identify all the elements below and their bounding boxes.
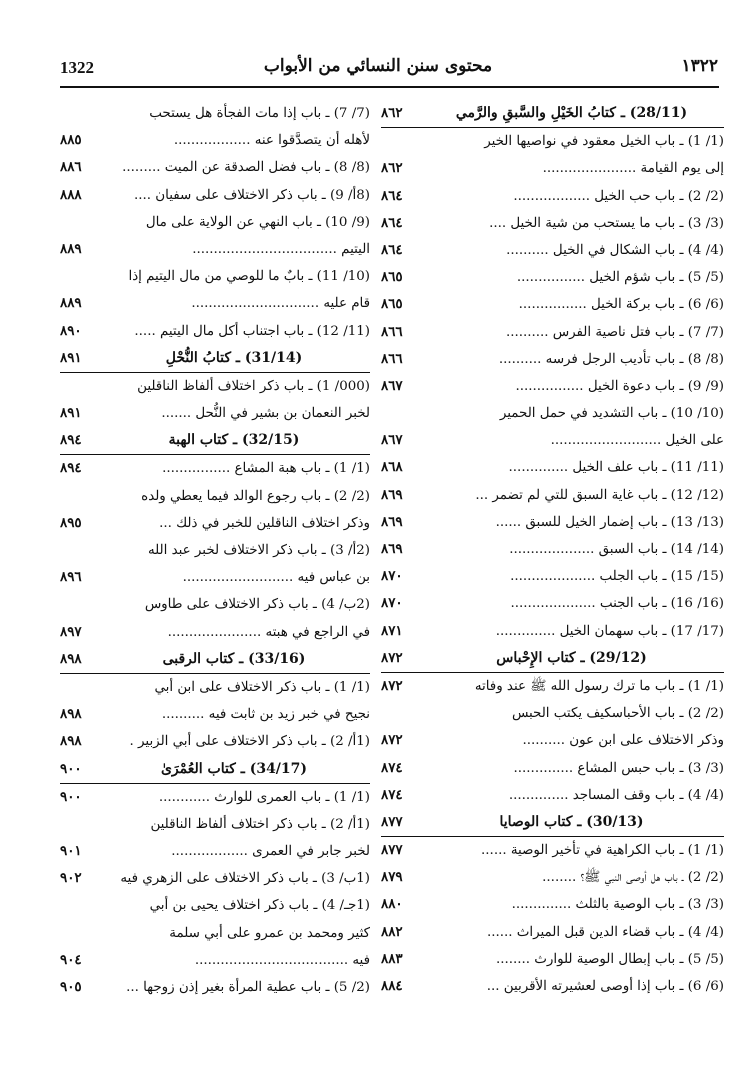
toc-entry-text: (5/ 5) ـ باب إبطال الوصية للوارث ........	[495, 951, 724, 967]
toc-entry-text: (12/ 12) ـ باب غاية السبق للتي لم تضمر ...	[475, 487, 724, 503]
book-heading-row	[60, 345, 370, 373]
toc-entry-text: كثير ومحمد بن عمرو على أبي سلمة	[169, 925, 370, 941]
toc-column-right	[381, 100, 724, 1000]
toc-page-number: ٩٠٥	[60, 979, 82, 995]
toc-entry-row	[60, 728, 370, 755]
toc-page-number: ٨٨٩	[60, 240, 82, 257]
toc-entry-row	[60, 290, 370, 317]
toc-entry-row	[60, 892, 370, 919]
toc-entry-row	[381, 427, 724, 454]
toc-page-number: ٨٩١	[60, 405, 82, 422]
toc-entry-text: على الخيل ..........................	[550, 433, 724, 449]
toc-page-number: ٩٠٠	[60, 788, 82, 805]
toc-entry-text: (11/ 12) ـ باب اجتناب أكل مال اليتيم .....	[134, 323, 370, 339]
toc-entry-row	[381, 128, 724, 155]
toc-entry-text: (1ب/ 3) ـ باب ذكر الاختلاف على الزهري فيه	[120, 871, 370, 887]
toc-page-number: ٨٦٩	[381, 486, 403, 503]
toc-entry-text: (14/ 14) ـ باب السبق ....................	[509, 542, 724, 557]
toc-entry-row	[60, 236, 370, 263]
toc-page-number: ٨٦٢	[381, 160, 403, 177]
toc-entry-text: وذكر اختلاف الناقلين للخبر في ذلك ...	[159, 515, 370, 531]
toc-entry-text: (2أ/ 3) ـ باب ذكر الاختلاف لخبر عبد الله	[147, 543, 370, 558]
toc-entry-row	[381, 400, 724, 427]
toc-page-number: ٩٠٢	[60, 870, 82, 887]
toc-entry-text: لخبر جابر في العمرى ..................	[171, 844, 370, 860]
toc-entry-row	[381, 454, 724, 481]
header-rule	[60, 86, 719, 88]
toc-page-number: ٩٠٤	[60, 951, 82, 968]
book-heading-row	[60, 646, 370, 674]
toc-entry-row	[381, 782, 724, 809]
toc-page-number: ٨٨٤	[381, 978, 403, 994]
book-heading-row	[381, 809, 724, 837]
page-title: محتوى سنن النسائي من الأبواب	[263, 56, 493, 76]
toc-entry-text: (2/ 2) ـ باب الأحباسكيف يكتب الحبس	[511, 706, 724, 722]
toc-entry-row	[60, 564, 370, 591]
toc-entry-row	[381, 536, 724, 563]
toc-entry-text: (13/ 13) ـ باب إضمار الخيل للسبق ......	[495, 514, 724, 530]
toc-page-number: ٨٧٧	[381, 842, 403, 859]
toc-entry-text: (1جـ/ 4) ـ باب ذكر اختلاف يحيى بن أبي	[149, 898, 370, 914]
toc-page-number: ٨٦٩	[381, 541, 403, 557]
toc-entry-row	[60, 674, 370, 701]
toc-entry-row	[381, 319, 724, 346]
toc-page-number: ٨٨٨	[60, 186, 82, 203]
toc-page-number: ٩٠١	[60, 843, 82, 860]
toc-entry-text: (1/ 1) ـ باب ما ترك رسول الله ﷺ عند وفاته	[474, 678, 724, 694]
running-header	[38, 56, 718, 86]
toc-page-number: ٨٧٤	[381, 786, 403, 803]
toc-page-number: ٨٧٢	[381, 732, 403, 749]
toc-page-number: ٨٦٤	[381, 214, 403, 231]
toc-entry-row	[60, 400, 370, 427]
toc-page-number: ٨٦٤	[381, 187, 403, 204]
toc-page-number: ٨٦٧	[381, 377, 403, 394]
toc-entry-row	[60, 784, 370, 811]
toc-page-number: ٨٩١	[60, 349, 82, 366]
toc-entry-row	[60, 100, 370, 127]
toc-entry-text: (6/ 6) ـ باب بركة الخيل ................	[518, 297, 724, 313]
toc-entry-text: (7/ 7) ـ باب فتل ناصية الفرس ..........	[505, 324, 724, 340]
toc-entry-text: (5/ 5) ـ باب شؤم الخيل ................	[516, 270, 724, 286]
toc-entry-text: (2/ 5) ـ باب عطية المرأة بغير إذن زوجها ...	[126, 980, 370, 995]
toc-entry-row	[60, 209, 370, 236]
toc-entry-text: (17/ 17) ـ باب سهمان الخيل ..............	[495, 623, 724, 639]
toc-entry-text: (1/ 1) ـ باب الكراهية في تأخير الوصية ......	[481, 843, 724, 859]
toc-entry-row	[60, 373, 370, 400]
toc-entry-row	[381, 727, 724, 754]
book-heading-text: (30/13) ـ كتاب الوصايا	[499, 813, 644, 830]
toc-entry-text: (2ب/ 4) ـ باب ذكر الاختلاف على طاوس	[144, 597, 370, 613]
toc-entry-row	[381, 837, 724, 864]
toc-entry-row	[60, 947, 370, 974]
toc-entry-text: بن عباس فيه ..........................	[182, 570, 370, 586]
toc-page-number: ٨٨٣	[381, 950, 403, 967]
toc-entry-row	[381, 919, 724, 946]
toc-entry-row	[381, 673, 724, 700]
toc-entry-text: إلى يوم القيامة ......................	[542, 161, 724, 177]
toc-entry-text: (4/ 4) ـ باب الشكال في الخيل ..........	[506, 242, 724, 258]
toc-entry-text: (3/ 3) ـ باب الوصية بالثلث ..............	[511, 897, 724, 913]
toc-page-number: ٨٧٤	[381, 759, 403, 776]
toc-entry-row	[381, 755, 724, 782]
toc-page-number: ٨٦٦	[381, 350, 403, 367]
toc-entry-text: (1أ/ 2) ـ باب ذكر اختلاف ألفاظ الناقلين	[150, 816, 370, 832]
toc-entry-text: وذكر الاختلاف على ابن عون ..........	[522, 733, 724, 749]
book-heading-row	[381, 100, 724, 128]
toc-entry-row	[60, 127, 370, 154]
toc-entry-text: (9/ 10) ـ باب النهي عن الولاية على مال	[145, 214, 370, 230]
toc-entry-row	[381, 346, 724, 373]
toc-entry-text: (2/ 2) ـ باب حب الخيل ..................	[513, 188, 724, 204]
toc-entry-row	[381, 891, 724, 918]
toc-entry-text: (10/ 11) ـ بابٌ ما للوصي من مال اليتيم إذا	[128, 269, 370, 285]
toc-entry-text: نجيح في خبر زيد بن ثابت فيه ..........	[161, 707, 370, 723]
toc-entry-text: (4/ 4) ـ باب وقف المساجد ..............	[508, 787, 724, 803]
toc-entry-text: (1/ 1) ـ باب هبة المشاع ................	[162, 461, 370, 477]
toc-entry-row	[381, 700, 724, 727]
toc-page-number: ٨٩٨	[60, 650, 82, 667]
toc-page-number: ٨٨٩	[60, 295, 82, 312]
book-heading-text: (28/11) ـ كتابُ الخَيْلِ والسَّبقِ والرَّمي	[455, 105, 688, 121]
toc-entry-text: (15/ 15) ـ باب الجلب ....................	[510, 569, 724, 585]
toc-page-number: ٨٩٤	[60, 432, 82, 449]
toc-entry-row	[381, 237, 724, 264]
toc-entry-row	[381, 946, 724, 973]
toc-page-number: ٨٦٨	[381, 459, 403, 476]
book-heading-text: (33/16) ـ كتاب الرقبى	[162, 650, 306, 667]
toc-entry-row	[381, 183, 724, 210]
toc-entry-row	[381, 210, 724, 237]
toc-entry-row	[60, 182, 370, 209]
toc-entry-text: لأهله أن يتصدَّقوا عنه ..................	[173, 133, 370, 149]
toc-page-number: ٨٧٢	[381, 649, 403, 666]
toc-entry-text: (1/ 1) ـ باب العمرى للوارث ............	[158, 789, 370, 805]
toc-entry-text: لخبر النعمان بن بشير في النُّحل .......	[161, 406, 370, 422]
toc-page-number: ٨٧١	[381, 622, 403, 639]
toc-entry-text: (7/ 7) ـ باب إذا مات الفجأة هل يستحب	[149, 106, 370, 121]
toc-entry-row	[60, 483, 370, 510]
toc-page-number: ٨٧٠	[381, 568, 403, 585]
toc-entry-row	[60, 318, 370, 345]
toc-entry-text: (10/ 10) ـ باب التشديد في حمل الحمير	[499, 406, 724, 422]
toc-entry-row	[60, 510, 370, 537]
toc-page-number: ٨٨٢	[381, 923, 403, 940]
toc-entry-row	[381, 482, 724, 509]
toc-entry-row	[381, 264, 724, 291]
toc-entry-row	[60, 865, 370, 892]
toc-entry-row	[60, 154, 370, 181]
toc-page-number: ٨٨٥	[60, 132, 82, 149]
toc-page-number: ٨٦٦	[381, 323, 403, 340]
toc-page-number: ٩٠٠	[60, 760, 82, 777]
toc-page-number: ٨٧٢	[381, 677, 403, 694]
toc-entry-text: (1/ 1) ـ باب ذكر الاختلاف على ابن أبي	[154, 679, 370, 695]
toc-page-number: ٨٦٤	[381, 241, 403, 258]
toc-entry-row	[60, 455, 370, 482]
book-heading-text: (34/17) ـ كتاب العُمْرَىٰ	[160, 760, 308, 777]
toc-entry-text: (8/ 8) ـ باب تأديب الرجل فرسه ..........	[498, 351, 724, 367]
toc-page-number: ٨٩٦	[60, 569, 82, 586]
toc-entry-row	[60, 537, 370, 564]
toc-entry-text: (3/ 3) ـ باب حبس المشاع ..............	[513, 760, 724, 776]
toc-entry-text: (9/ 9) ـ باب دعوة الخيل ................	[515, 378, 724, 394]
toc-entry-text: (16/ 16) ـ باب الجنب ....................	[510, 596, 724, 612]
toc-page-number: ٨٦٩	[381, 513, 403, 530]
toc-entry-text: (2/ 2) ـ باب هل أوصى النبي ﷺ؟ ........	[542, 870, 724, 886]
toc-entry-row	[381, 618, 724, 645]
toc-entry-row	[60, 974, 370, 1001]
toc-entry-text: قام عليه ..............................	[191, 296, 370, 312]
toc-page-number: ٨٩٨	[60, 733, 82, 750]
toc-entry-row	[381, 864, 724, 891]
toc-entry-row	[381, 155, 724, 182]
toc-entry-row	[381, 563, 724, 590]
toc-page-number: ٨٦٧	[381, 432, 403, 449]
page-number-arabic: ١٣٢٢	[681, 56, 718, 76]
toc-entry-row	[381, 373, 724, 400]
toc-entry-text: (2/ 2) ـ باب رجوع الوالد فيما يعطي ولده	[141, 488, 370, 504]
toc-entry-row	[60, 701, 370, 728]
book-heading-text: (29/12) ـ كتاب الإِحْباس	[496, 649, 647, 666]
toc-entry-text: (1/ 1) ـ باب الخيل معقود في نواصيها الخير	[484, 134, 724, 150]
toc-entry-row	[381, 291, 724, 318]
toc-entry-text: (6/ 6) ـ باب إذا أوصى لعشيرته الأقربين ...	[486, 979, 724, 994]
toc-entry-text: فيه ....................................	[194, 952, 370, 968]
toc-entry-text: (8/ 8) ـ باب فضل الصدقة عن الميت .........	[122, 160, 370, 176]
toc-page-number: ٨٩٠	[60, 322, 82, 339]
book-heading-row	[60, 756, 370, 784]
toc-column-left	[60, 100, 370, 1001]
toc-page-number: ٨٧٧	[381, 813, 403, 830]
toc-entry-row	[60, 920, 370, 947]
toc-page-number: ٨٨٦	[60, 159, 82, 176]
toc-page-number: ٨٩٥	[60, 514, 82, 531]
toc-page-number: ٨٩٧	[60, 623, 82, 640]
toc-entry-row	[60, 811, 370, 838]
toc-entry-row	[60, 591, 370, 618]
toc-entry-row	[381, 509, 724, 536]
book-heading-row	[381, 645, 724, 673]
toc-page-number: ٨٨٠	[381, 896, 403, 913]
toc-page-number: ٨٩٤	[60, 460, 82, 477]
toc-entry-text: اليتيم ..................................	[192, 241, 370, 257]
toc-page-number: ٨٩٨	[60, 706, 82, 723]
toc-entry-text: (8أ/ 9) ـ باب ذكر الاختلاف على سفيان ....	[134, 187, 370, 203]
book-heading-text: (31/14) ـ كتابُ النُّحْلِ	[165, 349, 303, 366]
toc-entry-row	[60, 619, 370, 646]
book-heading-text: (32/15) ـ كتاب الهبة	[168, 432, 300, 449]
toc-entry-row	[60, 263, 370, 290]
toc-entry-text: في الراجع في هبته ......................	[167, 624, 370, 640]
toc-entry-text: (000/ 1) ـ باب ذكر اختلاف ألفاظ الناقلين	[137, 378, 370, 394]
toc-entry-row	[381, 973, 724, 1000]
toc-entry-text: (4/ 4) ـ باب قضاء الدين قبل الميراث ......	[487, 924, 724, 940]
toc-page-number: ٨٧٠	[381, 595, 403, 612]
toc-page-number: ٨٦٥	[381, 296, 403, 313]
toc-entry-row	[381, 590, 724, 617]
toc-page-number: ٨٦٥	[381, 269, 403, 286]
toc-page-number: ٨٧٩	[381, 869, 403, 886]
toc-entry-row	[60, 838, 370, 865]
toc-page-number: ٨٦٢	[381, 105, 403, 121]
toc-entry-text: (3/ 3) ـ باب ما يستحب من شية الخيل ....	[489, 215, 724, 231]
page-number-latin: 1322	[60, 58, 94, 77]
toc-entry-text: (1أ/ 2) ـ باب ذكر الاختلاف على أبي الزبير .	[129, 734, 370, 750]
toc-entry-text: (11/ 11) ـ باب علف الخيل ..............	[508, 460, 724, 476]
book-heading-row	[60, 427, 370, 455]
